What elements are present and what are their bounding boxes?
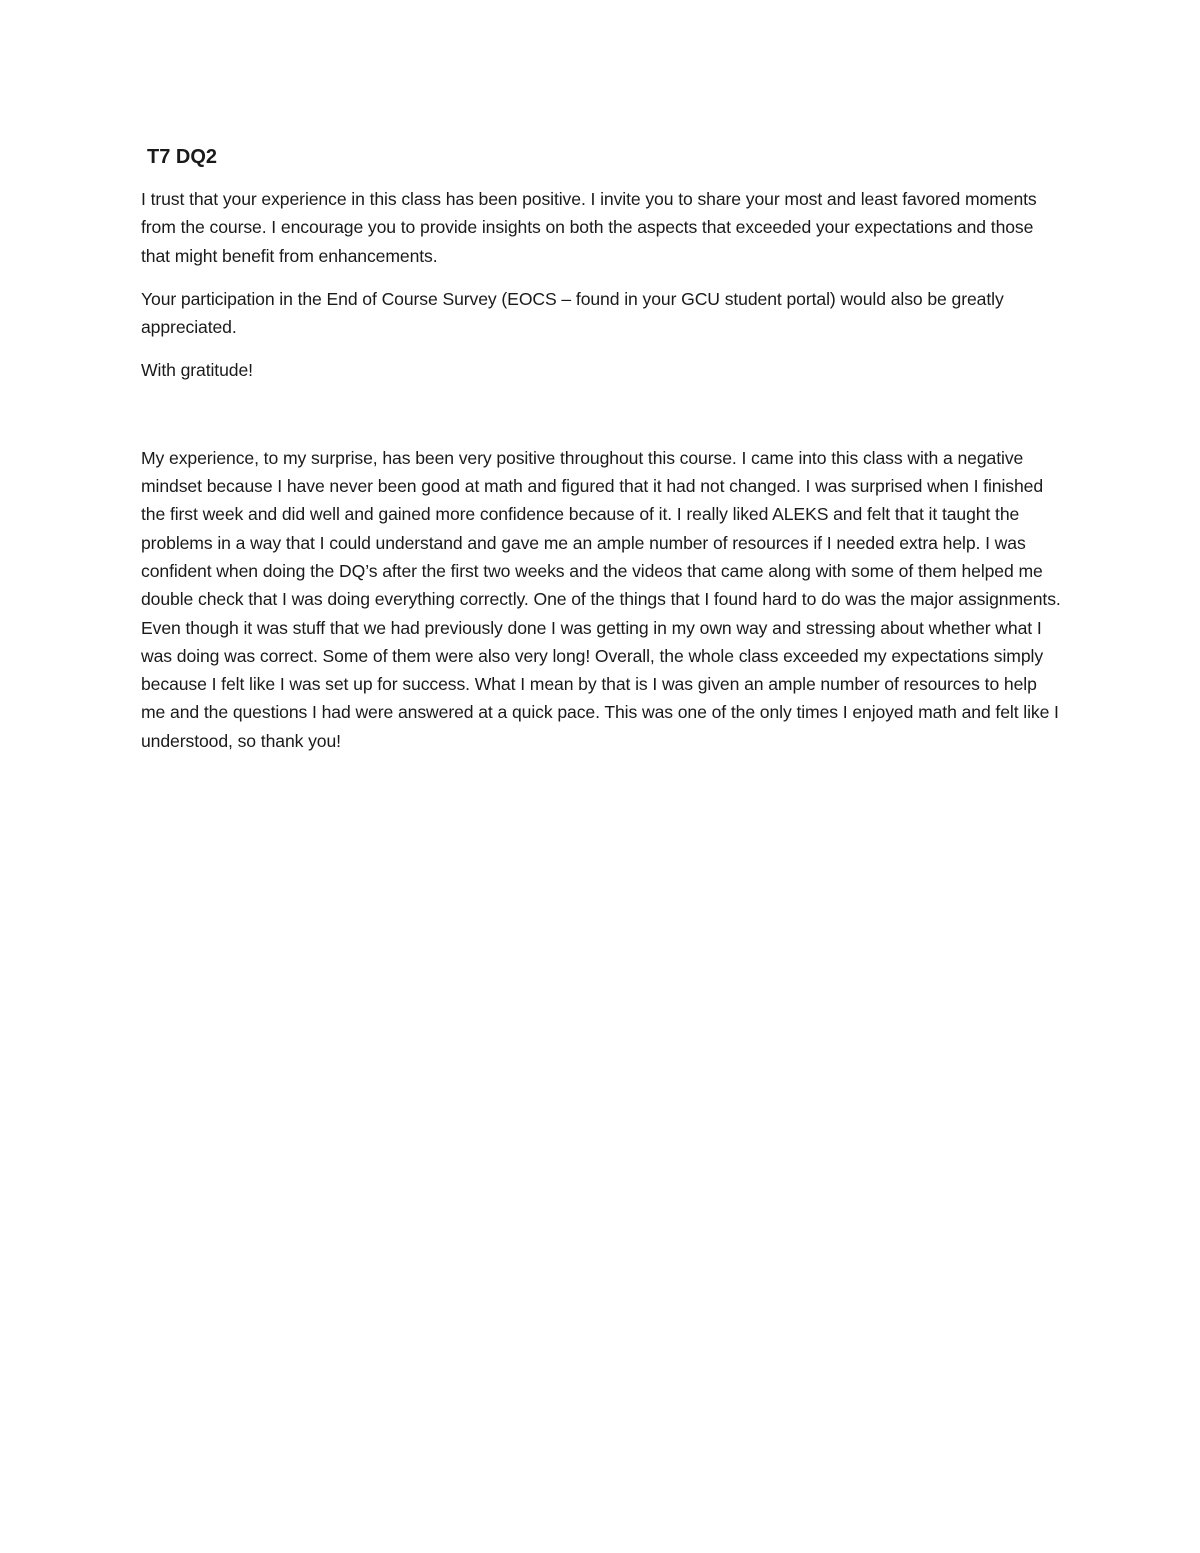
prompt-paragraph-closing: With gratitude! (141, 360, 253, 381)
document-body (141, 140, 1061, 770)
document-title: T7 DQ2 (147, 146, 218, 168)
blank-line (141, 400, 1061, 444)
prompt-paragraph-survey: Your participation in the End of Course Survey (EOCS – found in your GCU student portal) would also be greatly appreciated. (141, 288, 1004, 338)
student-response: My experience, to my surprise, has been very positive throughout this course. I came into this class with a negative mindset because I have never been good at math and figured that it had not changed. I was surprised when I finished the first week and did well and gained more confidence because of it. I really liked ALEKS and felt that it taught the problems in a way that I could understand and gave me an ample number of resources if I needed extra help. I was confident when doing the DQ’s after the first two weeks and the videos that came along with some of them helped me double check that I was doing everything correctly. One of the things that I found hard to do was the major assignments. Even though it was stuff that we had previously done I was getting in my own way and stressing about whether what I was doing was correct. Some of them were also very long! Overall, the whole class exceeded my expectations simply because I felt like I was set up for success. What I mean by that is I was given an ample number of resources to help me and the questions I had were answered at a quick pace. This was one of the only times I enjoyed math and felt like I understood, so thank you! (141, 447, 1061, 751)
prompt-paragraph-intro: I trust that your experience in this class has been positive. I invite you to share your most and least favored moments from the course. I encourage you to provide insights on both the aspects that exceeded your expectations and those that might benefit from enhancements. (141, 189, 1037, 266)
